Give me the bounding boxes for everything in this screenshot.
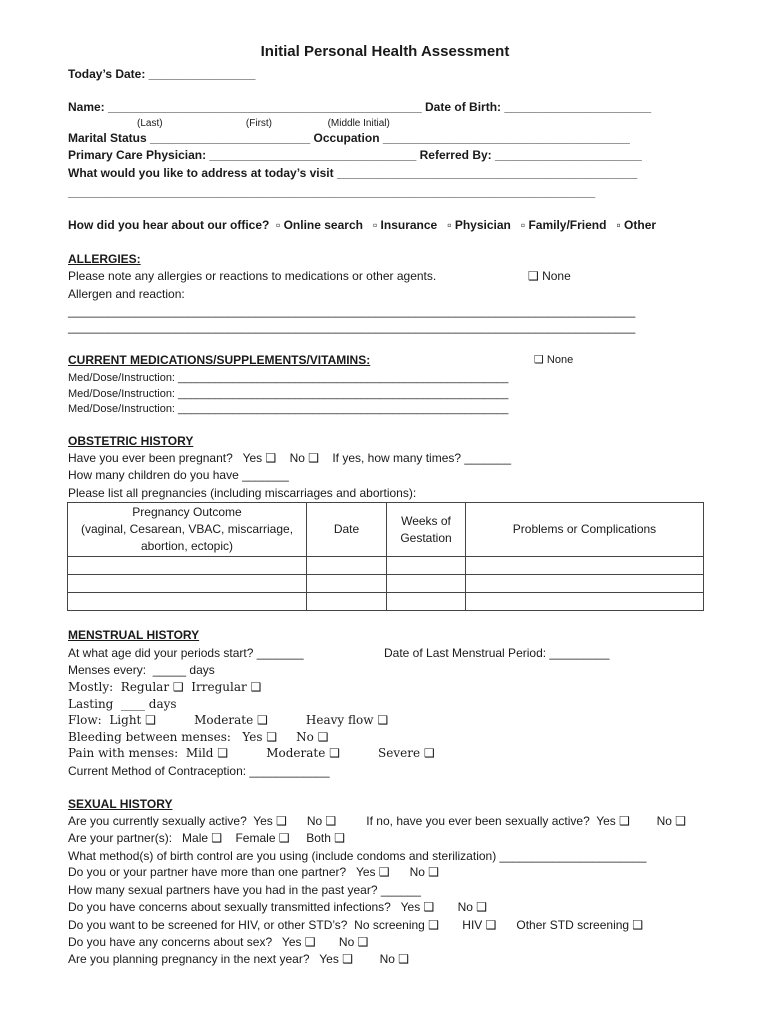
name-dob-field[interactable]: Name: _______________________________________________ Date of Birth: ______________________ [68,100,652,114]
table-row [68,575,704,593]
marital-occupation-field[interactable]: Marital Status ________________________ Occupation _____________________________________ [68,131,630,145]
obstetric-heading: OBSTETRIC HISTORY [68,434,194,448]
col-weeks-line-2: Gestation [400,530,452,545]
todays-date-field[interactable]: Today’s Date: ________________ [68,67,256,81]
flow-options[interactable]: Flow: Light ❑ Moderate ❑ Heavy flow ❑ [68,713,389,727]
visit-reason-field[interactable]: What would you like to address at today’s visit _____________________________________________ [68,166,638,180]
pain-options[interactable]: Pain with menses: Mild ❑ Moderate ❑ Severe ❑ [68,746,435,760]
pcp-referred-field[interactable]: Primary Care Physician: _______________________________ Referred By: ______________________ [68,148,642,162]
med-row-3[interactable]: Med/Dose/Instruction: ______________________________________________________ [68,403,509,415]
table-cell[interactable] [466,575,704,593]
col-weeks-line-1: Weeks of [401,513,451,528]
allergen-blank-1[interactable]: _____________________________________________________________________________________ [68,304,636,318]
name-sublabels: (Last) (First) (Middle Initial) [137,118,390,129]
partner-gender-options[interactable]: Are your partner(s): Male ❑ Female ❑ Both ❑ [68,831,346,845]
birth-control-field[interactable]: What method(s) of birth control are you using (include condoms and sterilization) ______________________ [68,849,647,863]
col-outcome-line-3: abortion, ectopic) [140,539,234,553]
table-cell[interactable] [307,575,387,593]
col-outcome [68,503,307,557]
allergies-none-checkbox[interactable]: ❑ None [528,269,571,283]
regularity-options[interactable]: Mostly: Regular ❑ Irregular ❑ [68,680,262,694]
children-question[interactable]: How many children do you have _______ [68,468,289,482]
table-cell[interactable] [307,593,387,611]
contraception-field[interactable]: Current Method of Contraception: ____________ [68,764,330,778]
allergies-heading: ALLERGIES: [68,252,141,266]
pregnancy-plan-question[interactable]: Are you planning pregnancy in the next year? Yes ❑ No ❑ [68,952,410,966]
pregnancies-instruction: Please list all pregnancies (including miscarriages and abortions): [68,486,417,500]
allergen-label: Allergen and reaction: [68,287,185,301]
col-date: Date [307,503,387,557]
form-title: Initial Personal Health Assessment [260,43,510,60]
pregnancy-table [67,502,704,611]
menstrual-heading: MENSTRUAL HISTORY [68,628,200,642]
sexually-active-question[interactable]: Are you currently sexually active? Yes ❑ No ❑ If no, have you ever been sexually active? Yes ❑ No ❑ [68,814,686,828]
last-period-field[interactable]: Date of Last Menstrual Period: _________ [384,646,610,660]
period-start-question[interactable]: At what age did your periods start? _______ [68,646,304,660]
med-row-2[interactable]: Med/Dose/Instruction: ______________________________________________________ [68,388,509,400]
screening-options[interactable]: Do you want to be screened for HIV, or other STD’s? No screening ❑ HIV ❑ Other STD screening ❑ [68,918,644,932]
sex-concerns-question[interactable]: Do you have any concerns about sex? Yes ❑ No ❑ [68,935,369,949]
referral-source-options[interactable]: How did you hear about our office? ▫ Online search ▫ Insurance ▫ Physician ▫ Family/Friend ▫ Other [68,218,657,232]
table-cell[interactable] [68,575,307,593]
sti-concern-question[interactable]: Do you have concerns about sexually transmitted infections? Yes ❑ No ❑ [68,900,488,914]
table-cell[interactable] [68,593,307,611]
bleeding-options[interactable]: Bleeding between menses: Yes ❑ No ❑ [68,730,329,744]
visit-reason-field-2[interactable]: _______________________________________________________________________________ [68,185,596,199]
sexual-heading: SEXUAL HISTORY [68,797,173,811]
multiple-partners-question[interactable]: Do you or your partner have more than one partner? Yes ❑ No ❑ [68,865,440,879]
table-cell[interactable] [68,557,307,575]
col-outcome-line-1: Pregnancy Outcome [132,505,242,519]
pregnant-question[interactable]: Have you ever been pregnant? Yes ❑ No ❑ If yes, how many times? _______ [68,451,512,465]
table-cell[interactable] [307,557,387,575]
table-row [68,593,704,611]
lasting-field[interactable]: Lasting ____ days [68,697,177,711]
table-cell[interactable] [466,593,704,611]
col-problems: Problems or Complications [466,503,704,557]
table-cell[interactable] [466,557,704,575]
med-row-1[interactable]: Med/Dose/Instruction: ______________________________________________________ [68,372,509,384]
table-row [68,557,704,575]
partner-count-field[interactable]: How many sexual partners have you had in the past year? ______ [68,883,421,897]
medications-heading: CURRENT MEDICATIONS/SUPPLEMENTS/VITAMINS: [68,353,371,367]
menses-every-field[interactable]: Menses every: _____ days [68,663,215,677]
table-cell[interactable] [387,575,466,593]
col-outcome-line-2: (vaginal, Cesarean, VBAC, miscarriage, [80,522,294,536]
allergen-blank-2[interactable]: _____________________________________________________________________________________ [68,320,636,334]
table-cell[interactable] [387,593,466,611]
allergies-note: Please note any allergies or reactions to medications or other agents. [68,269,437,283]
table-cell[interactable] [387,557,466,575]
medications-none-checkbox[interactable]: ❑ None [534,354,574,366]
col-weeks [387,503,466,557]
